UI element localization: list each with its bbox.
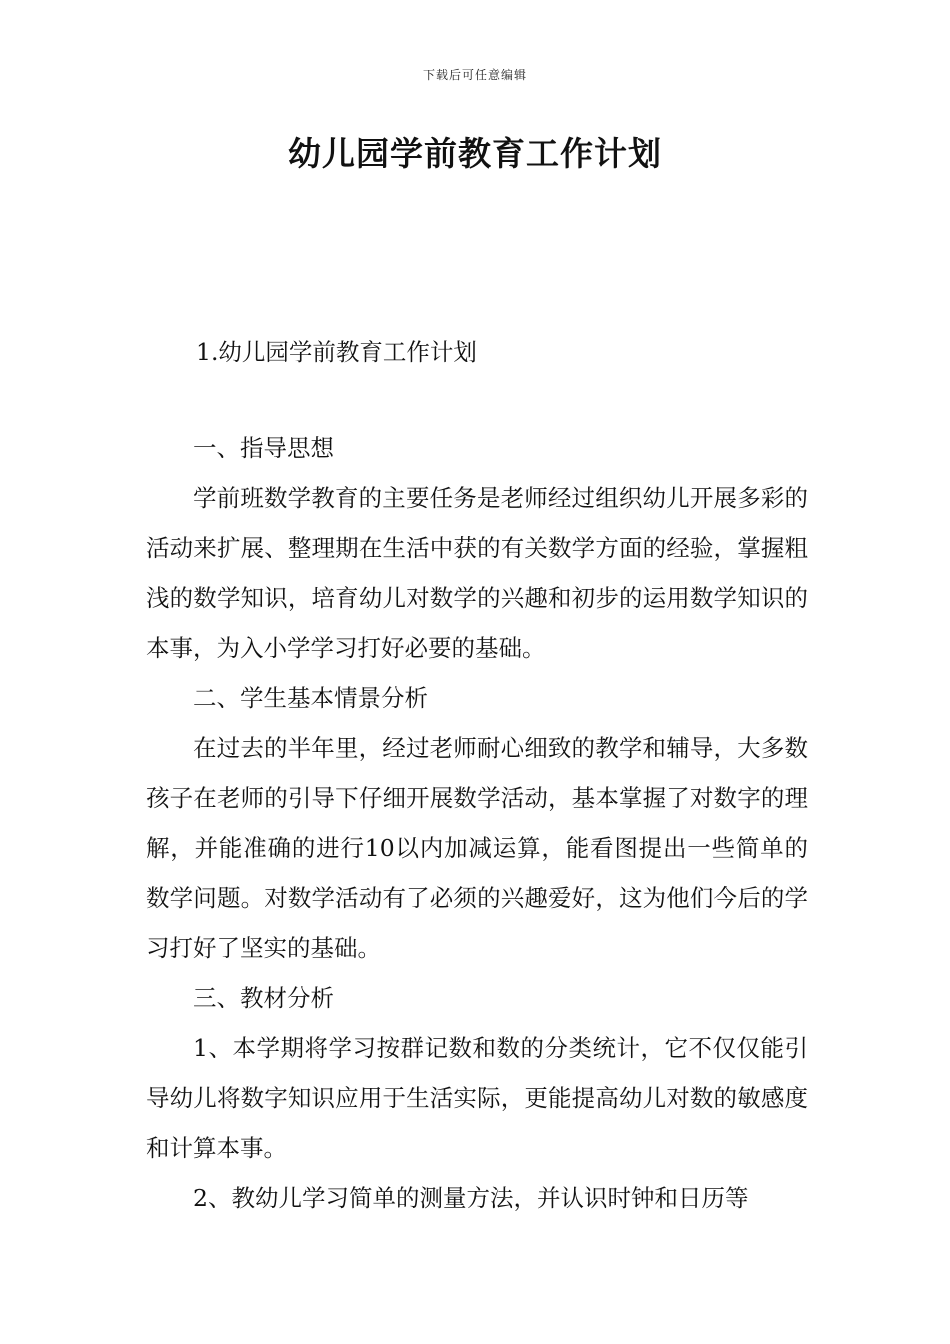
paragraph-textbook-item-2: 2、教幼儿学习简单的测量方法，并认识时钟和日历等 [193, 1184, 749, 1212]
section-heading-guiding-ideology: 一、指导思想 [193, 434, 334, 462]
paragraph-textbook-item-1: 1、本学期将学习按群记数和数的分类统计，它不仅仅能引导幼儿将数字知识应用于生活实际，更能提高幼儿对数的敏感度和计算本事。 [146, 1034, 808, 1162]
document-title: 幼儿园学前教育工作计划 [288, 134, 662, 173]
section-title: 1.幼儿园学前教育工作计划 [196, 338, 477, 366]
document-body [146, 423, 808, 1223]
paragraph-guiding-ideology: 学前班数学教育的主要任务是老师经过组织幼儿开展多彩的活动来扩展、整理期在生活中获的有关数学方面的经验，掌握粗浅的数学知识，培育幼儿对数学的兴趣和初步的运用数学知识的本事，为入小学学习打好必要的基础。 [146, 484, 808, 662]
paragraph-student-analysis: 在过去的半年里，经过老师耐心细致的教学和辅导，大多数孩子在老师的引导下仔细开展数学活动，基本掌握了对数字的理解，并能准确的进行10以内加减运算，能看图提出一些简单的数学问题。对数学活动有了必须的兴趣爱好，这为他们今后的学习打好了坚实的基础。 [146, 734, 808, 962]
header-note: 下载后可任意编辑 [422, 68, 527, 82]
section-heading-student-analysis: 二、学生基本情景分析 [193, 684, 428, 712]
section-heading-textbook-analysis: 三、教材分析 [193, 984, 334, 1012]
